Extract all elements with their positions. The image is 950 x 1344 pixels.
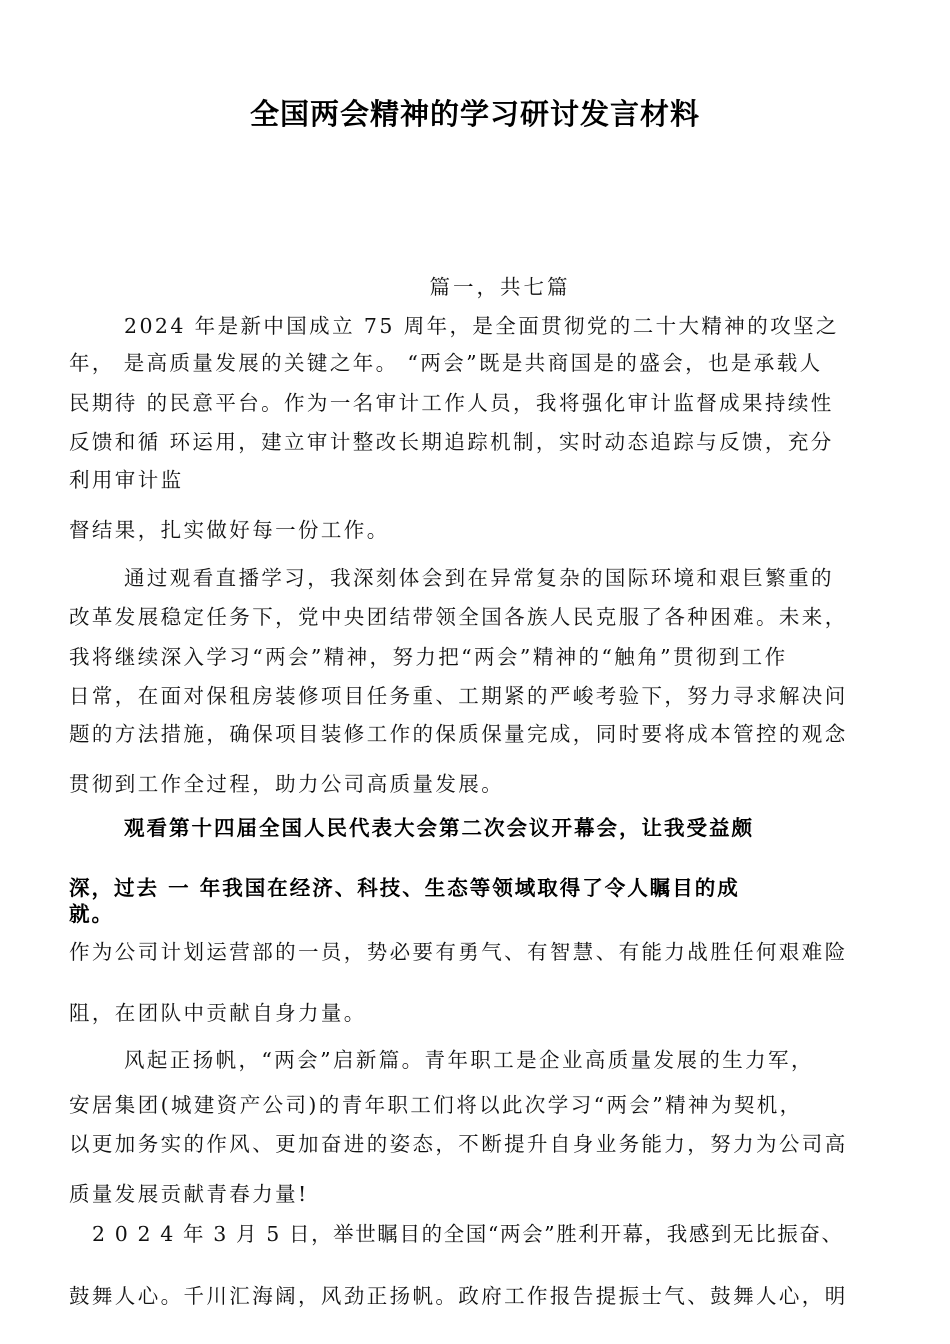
paragraph-line: 鼓舞人心。千川汇海阔，风劲正扬帆。政府工作报告提振士气、鼓舞人心，明 xyxy=(69,1284,848,1308)
paragraph-line: 利用审计监 xyxy=(69,468,184,492)
paragraph-line: 我将继续深入学习“两会”精神，努力把“两会”精神的“触角”贯彻到工作 xyxy=(69,645,788,669)
paragraph-line: 贯彻到工作全过程，助力公司高质量发展。 xyxy=(69,772,505,796)
document-subtitle: 篇一，共七篇 xyxy=(429,275,571,299)
document-title: 全国两会精神的学习研讨发言材料 xyxy=(249,97,700,131)
paragraph-line: 题的方法措施，确保项目装修工作的保质保量完成，同时要将成本管控的观念 xyxy=(69,722,848,746)
paragraph-line: 质量发展贡献青春力量! xyxy=(69,1182,309,1206)
paragraph-line: 通过观看直播学习，我深刻体会到在异常复杂的国际环境和艰巨繁重的 xyxy=(124,566,834,590)
paragraph-line: 2 0 2 4 年 3 月 5 日，举世瞩目的全国“两会”胜利开幕，我感到无比振奋、 xyxy=(92,1222,844,1246)
paragraph-line: 反馈和循 环运用，建立审计整改长期追踪机制，实时动态追踪与反馈，充分 xyxy=(69,430,834,454)
bold-paragraph-line: 就。 xyxy=(69,902,114,926)
paragraph-line: 阻，在团队中贡献自身力量。 xyxy=(69,1001,367,1025)
paragraph-line: 2024 年是新中国成立 75 周年，是全面贯彻党的二十大精神的攻坚之 xyxy=(124,314,839,338)
bold-paragraph-line: 观看第十四届全国人民代表大会第二次会议开幕会，让我受益颇 xyxy=(124,816,754,840)
paragraph-line: 作为公司计划运营部的一员，势必要有勇气、有智慧、有能力战胜任何艰难险 xyxy=(69,940,848,964)
paragraph-line: 安居集团(城建资产公司)的青年职工们将以此次学习“两会”精神为契机， xyxy=(69,1093,803,1117)
paragraph-line: 督结果，扎实做好每一份工作。 xyxy=(69,518,390,542)
paragraph-line: 民期待 的民意平台。作为一名审计工作人员，我将强化审计监督成果持续性 xyxy=(69,391,834,415)
paragraph-line: 风起正扬帆，“两会”启新篇。青年职工是企业高质量发展的生力军， xyxy=(124,1048,814,1072)
bold-paragraph-line: 深，过去 一 年我国在经济、科技、生态等领域取得了令人瞩目的成 xyxy=(69,876,740,900)
paragraph-line: 日常，在面对保租房装修项目任务重、工期紧的严峻考验下，努力寻求解决问 xyxy=(69,684,848,708)
paragraph-line: 以更加务实的作风、更加奋进的姿态，不断提升自身业务能力，努力为公司高 xyxy=(69,1132,848,1156)
paragraph-line: 改革发展稳定任务下，党中央团结带领全国各族人民克服了各种困难。未来， xyxy=(69,605,848,629)
paragraph-line: 年， 是高质量发展的关键之年。 “两会”既是共商国是的盛会，也是承载人 xyxy=(69,351,823,375)
